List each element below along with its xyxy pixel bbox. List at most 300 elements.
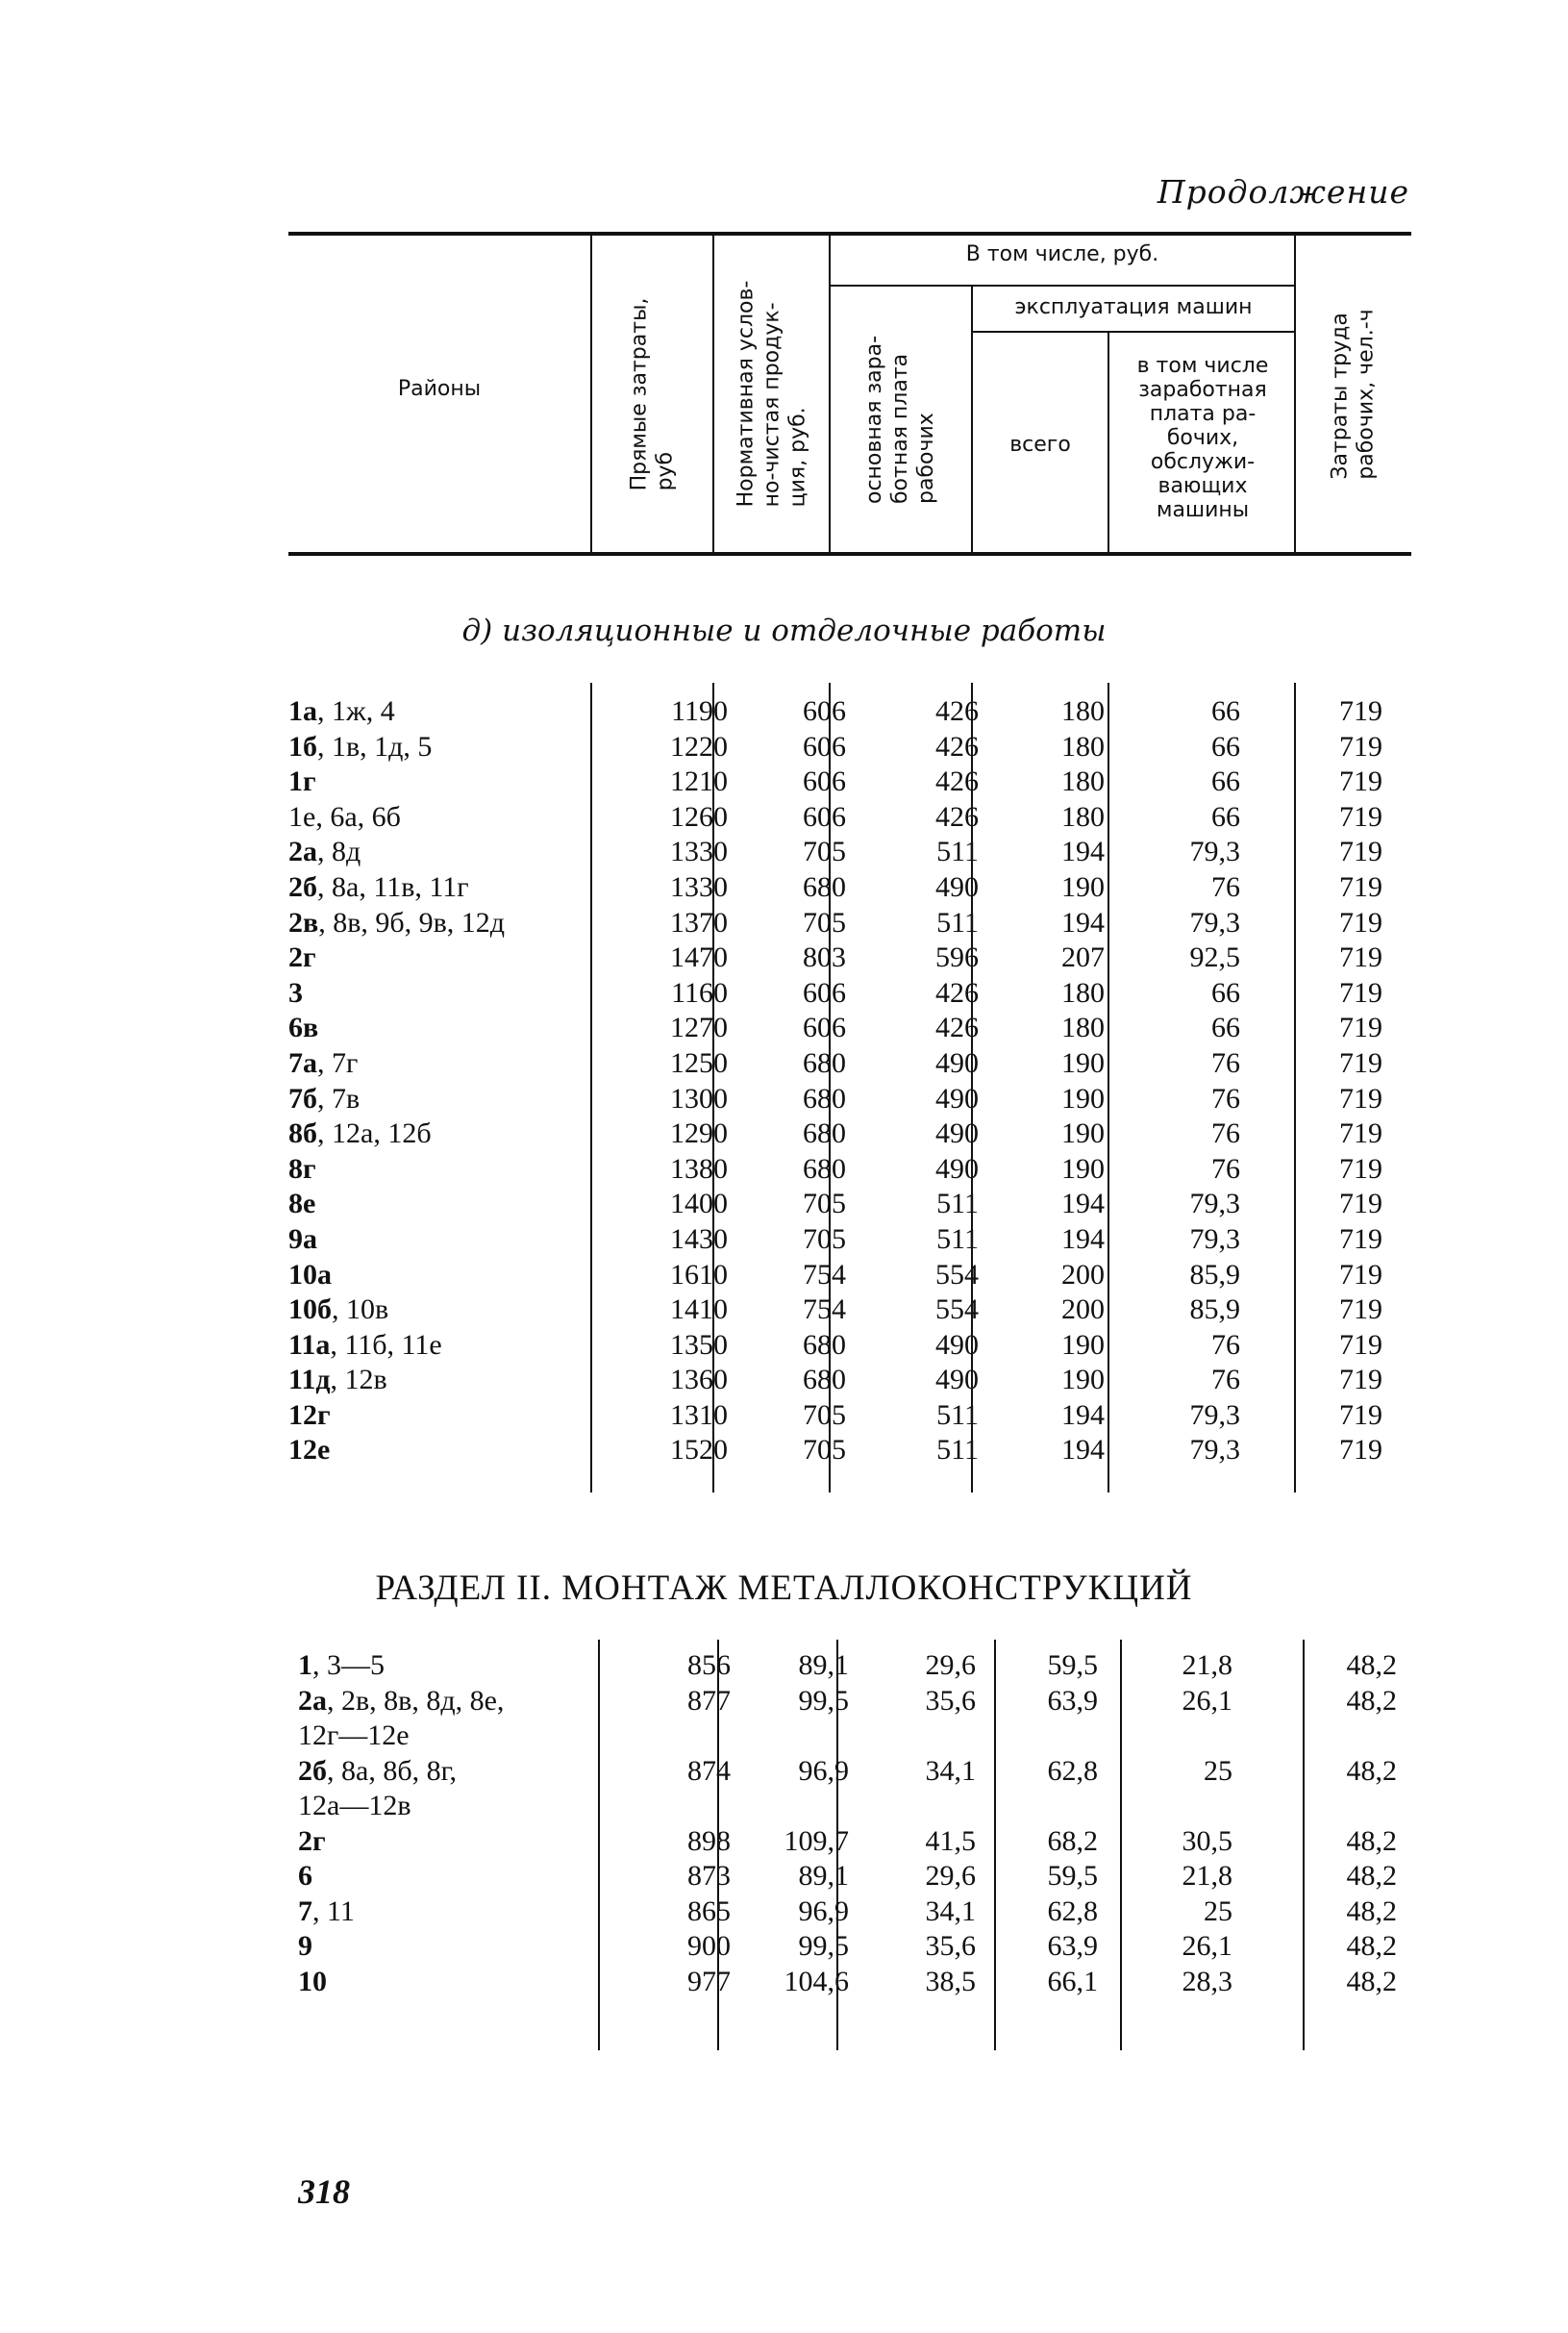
cell-c3: 34,1	[925, 1754, 976, 1787]
cell-c6: 48,2	[1346, 1824, 1397, 1857]
cell-c5: 66	[1211, 1012, 1240, 1044]
cell-c2: 89,1	[798, 1860, 849, 1892]
cell-c4: 62,8	[1047, 1894, 1098, 1927]
col-total-header: всего	[1009, 433, 1071, 457]
cell-c6: 719	[1339, 730, 1382, 763]
district-rest: , 8а, 8б, 8г,	[327, 1754, 457, 1787]
district-bold: 2г	[288, 941, 316, 974]
district-rest: , 12а, 12б	[317, 1117, 432, 1150]
cell-c1: 1410	[670, 1293, 728, 1326]
cell-c1: 1260	[670, 800, 728, 833]
district-name	[288, 1328, 442, 1363]
cell-c2: 680	[803, 1152, 846, 1185]
cell-c6: 719	[1339, 1258, 1382, 1291]
district-bold: 12г	[288, 1398, 331, 1431]
cell-c6: 48,2	[1346, 1930, 1397, 1962]
cell-c3: 426	[935, 976, 979, 1009]
cell-c1: 1430	[670, 1222, 728, 1255]
cell-c5: 79,3	[1189, 906, 1240, 939]
table-row-continuation	[288, 1789, 1411, 1824]
cell-c4: 63,9	[1047, 1684, 1098, 1717]
cell-c5: 66	[1211, 695, 1240, 727]
cell-c4: 200	[1061, 1258, 1105, 1291]
district-rest: , 3—5	[312, 1649, 385, 1681]
cell-c6: 719	[1339, 1328, 1382, 1361]
district-bold: 2а	[288, 836, 317, 868]
cell-c6: 719	[1339, 941, 1382, 974]
cell-c3: 511	[936, 1434, 979, 1467]
table-row	[288, 1684, 1411, 1719]
cell-c4: 190	[1061, 1117, 1105, 1150]
table-row	[288, 1011, 1411, 1046]
cell-c4: 180	[1061, 976, 1105, 1009]
cell-c6: 719	[1339, 1082, 1382, 1115]
col-normative-label: Нормативная услов- но-чистая продук- ция, руб.	[734, 280, 810, 508]
district-name	[288, 694, 395, 729]
cell-c2: 803	[803, 941, 846, 974]
cell-c2: 104,6	[784, 1965, 849, 1997]
cell-c6: 719	[1339, 1188, 1382, 1220]
cell-c3: 38,5	[925, 1965, 976, 1997]
cell-c5: 92,5	[1189, 941, 1240, 974]
cell-c2: 680	[803, 1046, 846, 1079]
district-name	[298, 1684, 504, 1718]
district-bold: 6в	[288, 1012, 319, 1044]
cell-c5: 76	[1211, 1152, 1240, 1185]
table-row	[288, 1046, 1411, 1082]
district-name-continuation: 12а—12в	[298, 1790, 411, 1821]
table-row	[288, 694, 1411, 730]
header-top-rule	[288, 232, 1411, 236]
cell-c3: 34,1	[925, 1894, 976, 1927]
cell-c3: 554	[935, 1293, 979, 1326]
cell-c2: 606	[803, 1012, 846, 1044]
table-row	[288, 1116, 1411, 1152]
district-name	[298, 1824, 326, 1859]
cell-c2: 705	[803, 1222, 846, 1255]
cell-c2: 680	[803, 1117, 846, 1150]
district-bold: 10	[298, 1965, 327, 1997]
header-divider	[971, 286, 973, 552]
cell-c4: 63,9	[1047, 1930, 1098, 1962]
cell-c4: 190	[1061, 870, 1105, 903]
district-bold: 8г	[288, 1152, 316, 1185]
cell-c2: 109,7	[784, 1824, 849, 1857]
district-bold: 2а	[298, 1684, 327, 1717]
cell-c1: 1160	[671, 976, 728, 1009]
district-bold: 12е	[288, 1434, 331, 1467]
cell-c6: 48,2	[1346, 1754, 1397, 1787]
district-rest: , 10в	[332, 1293, 389, 1326]
district-bold: 6	[298, 1860, 312, 1892]
table-row	[288, 765, 1411, 800]
cell-c4: 207	[1061, 941, 1105, 974]
cell-c3: 554	[935, 1258, 979, 1291]
cell-c5: 79,3	[1189, 1398, 1240, 1431]
cell-c1: 873	[687, 1860, 731, 1892]
table-row	[288, 835, 1411, 870]
district-name	[298, 1859, 312, 1894]
cell-c2: 606	[803, 976, 846, 1009]
cell-c5: 25	[1204, 1894, 1232, 1927]
cell-c3: 490	[935, 1364, 979, 1396]
cell-c2: 606	[803, 730, 846, 763]
district-name	[288, 1398, 331, 1433]
including-header: В том числе, руб.	[965, 242, 1159, 266]
cell-c3: 426	[935, 730, 979, 763]
cell-c2: 606	[803, 800, 846, 833]
col-direct-costs-header	[592, 236, 712, 552]
cell-c4: 190	[1061, 1364, 1105, 1396]
district-rest: , 12в	[330, 1364, 387, 1396]
district-name	[288, 800, 401, 835]
district-rest: , 1ж, 4	[317, 695, 395, 727]
header-divider	[1108, 332, 1109, 552]
cell-c5: 28,3	[1182, 1965, 1232, 1997]
cell-c1: 874	[687, 1754, 731, 1787]
cell-c1: 977	[687, 1965, 731, 1997]
table-row	[288, 1648, 1411, 1684]
cell-c1: 865	[687, 1894, 731, 1927]
district-name	[288, 1433, 330, 1468]
cell-c3: 426	[935, 765, 979, 798]
cell-c6: 719	[1339, 765, 1382, 798]
cell-c4: 180	[1061, 730, 1105, 763]
district-bold: 10а	[288, 1258, 332, 1291]
cell-c3: 511	[936, 836, 979, 868]
table-row	[288, 1222, 1411, 1258]
table-row	[288, 1082, 1411, 1117]
cell-c2: 705	[803, 906, 846, 939]
cell-c1: 856	[687, 1649, 731, 1681]
page-number: 318	[298, 2172, 350, 2211]
cell-c6: 719	[1339, 870, 1382, 903]
cell-c6: 719	[1339, 1117, 1382, 1150]
table-row	[288, 1433, 1411, 1468]
cell-c2: 89,1	[798, 1649, 849, 1681]
district-name	[298, 1929, 312, 1964]
cell-c5: 85,9	[1189, 1258, 1240, 1291]
cell-c3: 490	[935, 870, 979, 903]
cell-c6: 719	[1339, 976, 1382, 1009]
cell-c1: 1220	[670, 730, 728, 763]
district-name	[288, 941, 316, 975]
section-2-table	[288, 1648, 1411, 1999]
district-name	[298, 1894, 355, 1929]
cell-c1: 1470	[670, 941, 728, 974]
cell-c2: 705	[803, 836, 846, 868]
col-base-wage-header	[831, 287, 971, 552]
table-row-continuation	[288, 1718, 1411, 1754]
cell-c5: 76	[1211, 1117, 1240, 1150]
district-name	[288, 730, 432, 765]
table-row	[288, 1152, 1411, 1188]
cell-c1: 1310	[670, 1398, 728, 1431]
cell-c1: 1330	[670, 836, 728, 868]
district-bold: 2б	[298, 1754, 327, 1787]
col-base-wage-label: основная зара- ботная плата рабочих	[862, 335, 939, 504]
cell-c6: 719	[1339, 695, 1382, 727]
district-rest: , 8в, 9б, 9в, 12д	[318, 906, 506, 939]
cell-c2: 99,5	[798, 1930, 849, 1962]
cell-c3: 35,6	[925, 1930, 976, 1962]
table-row	[288, 1754, 1411, 1790]
cell-c1: 1350	[670, 1328, 728, 1361]
cell-c3: 511	[936, 906, 979, 939]
cell-c4: 68,2	[1047, 1824, 1098, 1857]
district-name	[288, 1292, 388, 1327]
cell-c1: 898	[687, 1824, 731, 1857]
district-name	[288, 1363, 387, 1397]
district-name	[288, 1152, 316, 1187]
table-row	[288, 1859, 1411, 1894]
table-row	[288, 1328, 1411, 1364]
cell-c6: 719	[1339, 800, 1382, 833]
cell-c5: 25	[1204, 1754, 1232, 1787]
cell-c4: 180	[1061, 800, 1105, 833]
cell-c3: 41,5	[925, 1824, 976, 1857]
cell-c2: 680	[803, 870, 846, 903]
cell-c3: 426	[935, 800, 979, 833]
district-bold: 8б	[288, 1117, 317, 1150]
cell-c6: 719	[1339, 1364, 1382, 1396]
district-bold: 7а	[288, 1046, 317, 1079]
cell-c1: 1520	[670, 1434, 728, 1467]
district-bold: 1а	[288, 695, 317, 727]
district-bold: 1	[298, 1649, 312, 1681]
district-bold: 11д	[288, 1364, 331, 1396]
cell-c4: 180	[1061, 1012, 1105, 1044]
cell-c4: 194	[1061, 1222, 1105, 1255]
cell-c6: 719	[1339, 906, 1382, 939]
district-bold: 1г	[288, 765, 316, 798]
cell-c6: 719	[1339, 1012, 1382, 1044]
district-rest: , 11	[312, 1894, 355, 1927]
district-rest: , 7в	[317, 1082, 361, 1115]
table-row	[288, 870, 1411, 906]
header-bottom-rule	[288, 552, 1411, 556]
section-d-table	[288, 694, 1411, 1468]
cell-c1: 1270	[670, 1012, 728, 1044]
cell-c1: 1400	[670, 1188, 728, 1220]
cell-c3: 426	[935, 1012, 979, 1044]
district-name	[288, 906, 505, 941]
district-rest: , 8д	[317, 836, 361, 868]
cell-c4: 190	[1061, 1328, 1105, 1361]
cell-c5: 66	[1211, 765, 1240, 798]
cell-c6: 48,2	[1346, 1894, 1397, 1927]
cell-c5: 85,9	[1189, 1293, 1240, 1326]
section-2-title: РАЗДЕЛ II. МОНТАЖ МЕТАЛЛОКОНСТРУКЦИЙ	[375, 1568, 1193, 1608]
col-districts-header: Районы	[397, 377, 482, 401]
cell-c3: 511	[936, 1398, 979, 1431]
table-row	[288, 941, 1411, 976]
cell-c5: 76	[1211, 1082, 1240, 1115]
cell-c2: 680	[803, 1082, 846, 1115]
district-bold: 2в	[288, 906, 319, 939]
cell-c5: 30,5	[1182, 1824, 1232, 1857]
table-row	[288, 1894, 1411, 1930]
district-rest: , 7г	[317, 1046, 359, 1079]
cell-c3: 596	[935, 941, 979, 974]
table-row	[288, 1965, 1411, 2000]
cell-c3: 490	[935, 1152, 979, 1185]
cell-c6: 719	[1339, 1152, 1382, 1185]
cell-c6: 719	[1339, 1434, 1382, 1467]
cell-c2: 606	[803, 695, 846, 727]
continued-label: Продолжение	[1157, 173, 1409, 211]
district-name	[288, 1011, 318, 1045]
cell-c6: 48,2	[1346, 1965, 1397, 1997]
cell-c3: 29,6	[925, 1860, 976, 1892]
district-name	[288, 1046, 358, 1081]
cell-c1: 1210	[670, 765, 728, 798]
cell-c4: 194	[1061, 1434, 1105, 1467]
col-machine-wage-header: в том числе заработная плата ра- бочих, обслужи- вающих машины	[1136, 354, 1269, 522]
cell-c5: 26,1	[1182, 1930, 1232, 1962]
cell-c4: 59,5	[1047, 1649, 1098, 1681]
district-rest: 1е, 6а, 6б	[288, 800, 401, 833]
cell-c1: 1300	[670, 1082, 728, 1115]
cell-c5: 66	[1211, 730, 1240, 763]
cell-c3: 511	[936, 1188, 979, 1220]
cell-c5: 66	[1211, 976, 1240, 1009]
district-name	[298, 1648, 385, 1683]
cell-c5: 76	[1211, 1364, 1240, 1396]
district-bold: 3	[288, 976, 303, 1009]
district-bold: 2г	[298, 1824, 326, 1857]
cell-c2: 99,5	[798, 1684, 849, 1717]
cell-c5: 79,3	[1189, 836, 1240, 868]
cell-c4: 180	[1061, 765, 1105, 798]
cell-c5: 79,3	[1189, 1222, 1240, 1255]
header-hline	[973, 331, 1294, 333]
district-bold: 7	[298, 1894, 312, 1927]
cell-c6: 48,2	[1346, 1860, 1397, 1892]
cell-c4: 194	[1061, 1188, 1105, 1220]
district-name	[288, 976, 303, 1011]
table-row	[288, 1824, 1411, 1860]
district-name	[288, 1082, 360, 1116]
cell-c3: 426	[935, 695, 979, 727]
col-labor-header	[1296, 236, 1411, 552]
district-name-continuation: 12г—12е	[298, 1719, 410, 1751]
cell-c5: 21,8	[1182, 1860, 1232, 1892]
section-d-title: д) изоляционные и отделочные работы	[461, 614, 1107, 648]
machine-operation-header: эксплуатация машин	[1014, 295, 1253, 319]
cell-c4: 66,1	[1047, 1965, 1098, 1997]
col-direct-costs-label: Прямые затраты, руб	[627, 297, 678, 490]
district-rest: , 11б, 11е	[330, 1328, 442, 1361]
cell-c1: 1190	[671, 695, 728, 727]
district-bold: 1б	[288, 730, 317, 763]
cell-c4: 59,5	[1047, 1860, 1098, 1892]
table-row	[288, 1187, 1411, 1222]
cell-c5: 79,3	[1189, 1188, 1240, 1220]
cell-c3: 490	[935, 1328, 979, 1361]
cell-c1: 1610	[670, 1258, 728, 1291]
cell-c4: 190	[1061, 1046, 1105, 1079]
cell-c4: 62,8	[1047, 1754, 1098, 1787]
cell-c5: 26,1	[1182, 1684, 1232, 1717]
cell-c6: 719	[1339, 1222, 1382, 1255]
cell-c5: 76	[1211, 870, 1240, 903]
district-name	[288, 1222, 317, 1257]
table-row	[288, 1929, 1411, 1965]
cell-c6: 48,2	[1346, 1684, 1397, 1717]
district-bold: 10б	[288, 1293, 332, 1326]
cell-c3: 511	[936, 1222, 979, 1255]
table-row	[288, 1258, 1411, 1293]
district-name	[298, 1754, 457, 1789]
cell-c2: 606	[803, 765, 846, 798]
district-rest: , 2в, 8в, 8д, 8е,	[327, 1684, 505, 1717]
district-rest: , 8а, 11в, 11г	[317, 870, 469, 903]
cell-c2: 680	[803, 1328, 846, 1361]
district-name	[298, 1965, 327, 1999]
cell-c4: 194	[1061, 1398, 1105, 1431]
cell-c5: 76	[1211, 1046, 1240, 1079]
district-bold: 2б	[288, 870, 317, 903]
district-name	[288, 1258, 332, 1292]
table-row	[288, 730, 1411, 765]
cell-c2: 754	[803, 1293, 846, 1326]
cell-c4: 194	[1061, 836, 1105, 868]
table-row	[288, 1292, 1411, 1328]
cell-c2: 705	[803, 1188, 846, 1220]
cell-c1: 1290	[670, 1117, 728, 1150]
cell-c4: 180	[1061, 695, 1105, 727]
cell-c2: 96,9	[798, 1894, 849, 1927]
cell-c6: 719	[1339, 836, 1382, 868]
cell-c6: 719	[1339, 1398, 1382, 1431]
table-row	[288, 1363, 1411, 1398]
cell-c1: 1250	[670, 1046, 728, 1079]
cell-c3: 490	[935, 1046, 979, 1079]
cell-c5: 21,8	[1182, 1649, 1232, 1681]
cell-c4: 190	[1061, 1082, 1105, 1115]
cell-c1: 1360	[670, 1364, 728, 1396]
district-bold: 9	[298, 1930, 312, 1962]
cell-c6: 719	[1339, 1293, 1382, 1326]
cell-c4: 194	[1061, 906, 1105, 939]
table-row	[288, 1398, 1411, 1434]
cell-c2: 680	[803, 1364, 846, 1396]
cell-c1: 1330	[670, 870, 728, 903]
district-bold: 8е	[288, 1188, 316, 1220]
district-bold: 9а	[288, 1222, 317, 1255]
cell-c3: 490	[935, 1082, 979, 1115]
district-name	[288, 835, 361, 869]
cell-c2: 705	[803, 1434, 846, 1467]
col-labor-label: Затраты труда рабочих, чел.-ч	[1329, 308, 1379, 480]
table-row	[288, 906, 1411, 941]
district-rest: , 1в, 1д, 5	[317, 730, 433, 763]
col-normative-header	[714, 236, 829, 552]
table-row	[288, 976, 1411, 1012]
district-name	[288, 765, 316, 799]
cell-c6: 48,2	[1346, 1649, 1397, 1681]
cell-c2: 96,9	[798, 1754, 849, 1787]
district-bold: 11а	[288, 1328, 331, 1361]
district-name	[288, 1116, 432, 1151]
table-row	[288, 800, 1411, 836]
cell-c2: 754	[803, 1258, 846, 1291]
cell-c3: 490	[935, 1117, 979, 1150]
cell-c3: 35,6	[925, 1684, 976, 1717]
cell-c4: 190	[1061, 1152, 1105, 1185]
cell-c3: 29,6	[925, 1649, 976, 1681]
